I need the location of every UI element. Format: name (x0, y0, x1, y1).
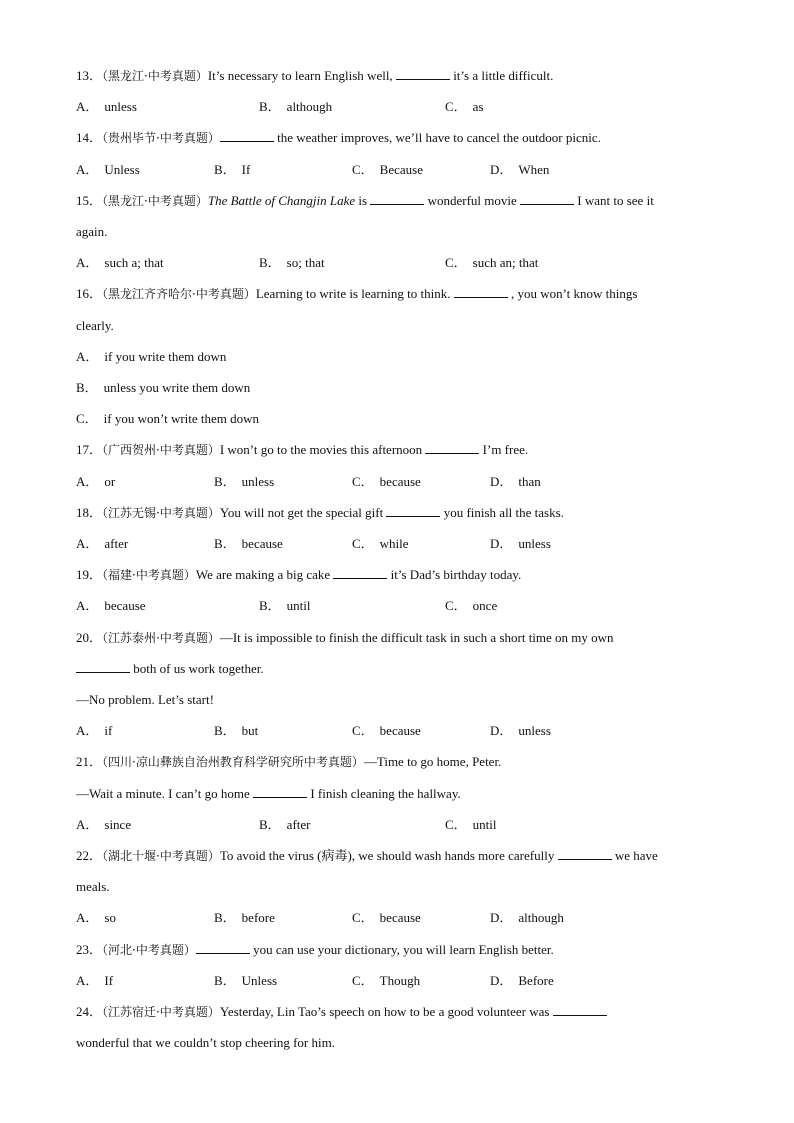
question-stem (76, 846, 734, 866)
option-text: such an; that (472, 255, 539, 270)
option-text: if (104, 723, 113, 738)
question-text: it’s a little difficult. (449, 68, 554, 83)
option-text: after (104, 536, 129, 551)
answer-option[interactable] (490, 160, 549, 180)
option-letter: B． (214, 162, 236, 177)
option-text: although (286, 99, 333, 114)
answer-option[interactable] (352, 160, 423, 180)
answer-option[interactable] (76, 971, 113, 991)
question-text: we have (611, 848, 658, 863)
answer-blank (333, 566, 387, 579)
option-text: because (104, 598, 146, 613)
question-stem (76, 503, 734, 523)
question-text: you finish all the tasks. (440, 505, 564, 520)
option-letter: A． (76, 99, 99, 114)
question-stem-continued (76, 659, 734, 679)
answer-option[interactable] (259, 596, 311, 616)
question-stem-continued (76, 784, 734, 804)
option-letter: B． (214, 474, 236, 489)
answer-option[interactable] (214, 472, 274, 492)
answer-option[interactable] (259, 97, 332, 117)
question-text: Yesterday, Lin Tao’s speech on how to be a good volunteer was (219, 1004, 553, 1019)
answer-blank (454, 285, 508, 298)
option-letter: C． (76, 411, 98, 426)
option-text: Before (518, 973, 554, 988)
option-letter: A． (76, 723, 99, 738)
option-text: unless (241, 474, 275, 489)
option-text: until (286, 598, 311, 613)
option-text: since (104, 817, 132, 832)
option-letter: B． (214, 536, 236, 551)
answer-option[interactable] (445, 97, 484, 117)
question-text: I finish cleaning the hallway. (307, 786, 461, 801)
answer-blank (553, 1003, 607, 1016)
answer-option[interactable] (490, 971, 554, 991)
question-number: 18． (76, 505, 103, 520)
answer-blank (196, 941, 250, 954)
option-letter: B． (259, 817, 281, 832)
option-letter: C． (352, 162, 374, 177)
question-text: , you won’t know things (507, 286, 638, 301)
question-text: wonderful that we couldn’t stop cheering for him. (76, 1035, 335, 1050)
question-text: I want to see it (574, 193, 654, 208)
question-stem-continued (76, 222, 734, 242)
option-text: unless (104, 99, 137, 114)
question-text: To avoid the virus (病毒), we should wash hands more carefully (219, 848, 558, 863)
answer-option[interactable] (76, 378, 734, 398)
question-source: （河北·中考真题） (102, 943, 196, 957)
answer-blank (425, 441, 479, 454)
question-source: （福建·中考真题） (102, 568, 196, 582)
answer-blank (386, 504, 440, 517)
question-stem (76, 66, 734, 86)
option-text: Because (379, 162, 423, 177)
option-text: or (104, 474, 116, 489)
option-letter: B． (214, 723, 236, 738)
question-text: I won’t go to the movies this afternoon (219, 442, 426, 457)
question-number: 21． (76, 754, 103, 769)
option-letter: C． (445, 817, 467, 832)
question-text: clearly. (76, 318, 114, 333)
answer-option[interactable] (214, 721, 258, 741)
option-text: because (379, 910, 421, 925)
question-stem (76, 440, 734, 460)
question-number: 17． (76, 442, 103, 457)
question-stem-continued (76, 1033, 734, 1053)
answer-option[interactable] (352, 534, 409, 554)
option-text: If (241, 162, 251, 177)
option-text: if you won’t write them down (103, 411, 260, 426)
option-text: such a; that (104, 255, 164, 270)
question-source: （贵州毕节·中考真题） (102, 131, 220, 145)
option-letter: A． (76, 349, 99, 364)
question-source: （广西贺州·中考真题） (102, 443, 220, 457)
answer-blank (396, 67, 450, 80)
answer-option[interactable] (352, 971, 420, 991)
question-text: it’s Dad’s birthday today. (387, 567, 522, 582)
question-number: 20． (76, 630, 103, 645)
option-text: Unless (104, 162, 140, 177)
question-source: （江苏宿迁·中考真题） (102, 1005, 220, 1019)
answer-option[interactable] (214, 534, 283, 554)
question-stem (76, 565, 734, 585)
question-stem (76, 628, 734, 648)
answer-option[interactable] (259, 253, 325, 273)
answer-option[interactable] (76, 534, 128, 554)
option-letter: A． (76, 817, 99, 832)
answer-option[interactable] (214, 971, 277, 991)
answer-option[interactable] (76, 596, 146, 616)
option-letter: D． (490, 723, 513, 738)
question-number: 16． (76, 286, 103, 301)
answer-option[interactable] (76, 253, 164, 273)
option-letter: B． (214, 910, 236, 925)
answer-blank (253, 785, 307, 798)
answer-option[interactable] (259, 815, 310, 835)
answer-option[interactable] (352, 908, 421, 928)
question-text: It’s necessary to learn English well, (207, 68, 396, 83)
option-text: unless you write them down (103, 380, 251, 395)
option-text: once (472, 598, 498, 613)
option-text: If (104, 973, 114, 988)
answer-option[interactable] (490, 534, 551, 554)
question-source: （江苏无锡·中考真题） (102, 506, 220, 520)
answer-option[interactable] (352, 472, 421, 492)
option-letter: D． (490, 162, 513, 177)
answer-option[interactable] (490, 721, 551, 741)
question-text: both of us work together. (130, 661, 264, 676)
question-number: 23． (76, 942, 103, 957)
option-letter: C． (352, 910, 374, 925)
question-stem-continued (76, 316, 734, 336)
question-stem (76, 752, 734, 772)
answer-option[interactable] (490, 908, 564, 928)
question-text: meals. (76, 879, 110, 894)
answer-option[interactable] (76, 908, 116, 928)
question-text: you can use your dictionary, you will learn English better. (249, 942, 554, 957)
option-letter: B． (214, 973, 236, 988)
question-text: Learning to write is learning to think. (255, 286, 454, 301)
question-text: the weather improves, we’ll have to cancel the outdoor picnic. (273, 130, 601, 145)
answer-option[interactable] (445, 815, 497, 835)
question-number: 13． (76, 68, 103, 83)
question-text: I’m free. (479, 442, 529, 457)
question-text: We are making a big cake (195, 567, 334, 582)
question-stem (76, 128, 734, 148)
answer-option[interactable] (445, 253, 538, 273)
answer-option[interactable] (352, 721, 421, 741)
option-text: before (241, 910, 275, 925)
option-letter: D． (490, 474, 513, 489)
answer-option[interactable] (445, 596, 497, 616)
option-text: until (472, 817, 497, 832)
answer-option[interactable] (76, 97, 137, 117)
answer-option[interactable] (76, 347, 734, 367)
option-text: Unless (241, 973, 278, 988)
question-stem-continued (76, 877, 734, 897)
question-source: （湖北十堰·中考真题） (102, 849, 220, 863)
option-text: Though (379, 973, 421, 988)
answer-blank (558, 847, 612, 860)
option-text: while (379, 536, 409, 551)
option-text: after (286, 817, 311, 832)
option-letter: A． (76, 474, 99, 489)
movie-title: The Battle of Changjin Lake (207, 193, 356, 208)
answer-option[interactable] (214, 160, 250, 180)
question-number: 22． (76, 848, 103, 863)
question-text: You will not get the special gift (219, 505, 387, 520)
question-source: （黑龙江·中考真题） (102, 194, 208, 208)
option-letter: D． (490, 910, 513, 925)
answer-option[interactable] (76, 472, 115, 492)
option-letter: C． (352, 723, 374, 738)
option-text: unless (518, 536, 551, 551)
question-stem (76, 284, 734, 304)
option-letter: A． (76, 162, 99, 177)
question-number: 14． (76, 130, 103, 145)
option-text: than (518, 474, 541, 489)
answer-option[interactable] (490, 472, 541, 492)
answer-option[interactable] (76, 815, 131, 835)
question-text: wonderful movie (424, 193, 521, 208)
question-number: 15． (76, 193, 103, 208)
option-letter: B． (76, 380, 98, 395)
answer-option[interactable] (214, 908, 275, 928)
answer-blank (370, 192, 424, 205)
option-text: When (518, 162, 550, 177)
option-text: if you write them down (104, 349, 227, 364)
option-letter: A． (76, 910, 99, 925)
question-text: —Time to go home, Peter. (363, 754, 502, 769)
option-text: so; that (286, 255, 325, 270)
question-text: —Wait a minute. I can’t go home (76, 786, 254, 801)
option-letter: A． (76, 255, 99, 270)
option-text: because (379, 474, 421, 489)
question-number: 24． (76, 1004, 103, 1019)
answer-blank (520, 192, 574, 205)
option-text: because (379, 723, 421, 738)
question-text: again. (76, 224, 108, 239)
answer-blank (220, 129, 274, 142)
question-source: （黑龙江·中考真题） (102, 69, 208, 83)
option-text: but (241, 723, 259, 738)
question-text: —No problem. Let’s start! (76, 692, 214, 707)
option-letter: A． (76, 973, 99, 988)
option-letter: B． (259, 598, 281, 613)
question-text: —It is impossible to finish the difficult task in such a short time on my own (219, 630, 614, 645)
question-stem (76, 191, 734, 211)
option-letter: D． (490, 536, 513, 551)
option-text: because (241, 536, 283, 551)
option-letter: A． (76, 536, 99, 551)
option-letter: D． (490, 973, 513, 988)
option-letter: B． (259, 255, 281, 270)
option-text: unless (518, 723, 551, 738)
question-stem (76, 940, 734, 960)
question-source: （江苏泰州·中考真题） (102, 631, 220, 645)
option-text: although (518, 910, 564, 925)
option-text: so (104, 910, 116, 925)
option-letter: A． (76, 598, 99, 613)
option-text: as (472, 99, 484, 114)
question-source: （黑龙江齐齐哈尔·中考真题） (102, 287, 256, 301)
answer-blank (76, 660, 130, 673)
answer-option[interactable] (76, 160, 140, 180)
option-letter: C． (445, 99, 467, 114)
question-text: is (355, 193, 371, 208)
dialogue-line (76, 690, 734, 710)
answer-option[interactable] (76, 721, 112, 741)
option-letter: C． (352, 536, 374, 551)
option-letter: C． (352, 474, 374, 489)
option-letter: C． (445, 255, 467, 270)
answer-option[interactable] (76, 409, 734, 429)
option-letter: C． (445, 598, 467, 613)
question-stem (76, 1002, 734, 1022)
question-source: （四川·凉山彝族自治州教育科学研究所中考真题） (102, 755, 364, 769)
question-number: 19． (76, 567, 103, 582)
option-letter: C． (352, 973, 374, 988)
option-letter: B． (259, 99, 281, 114)
